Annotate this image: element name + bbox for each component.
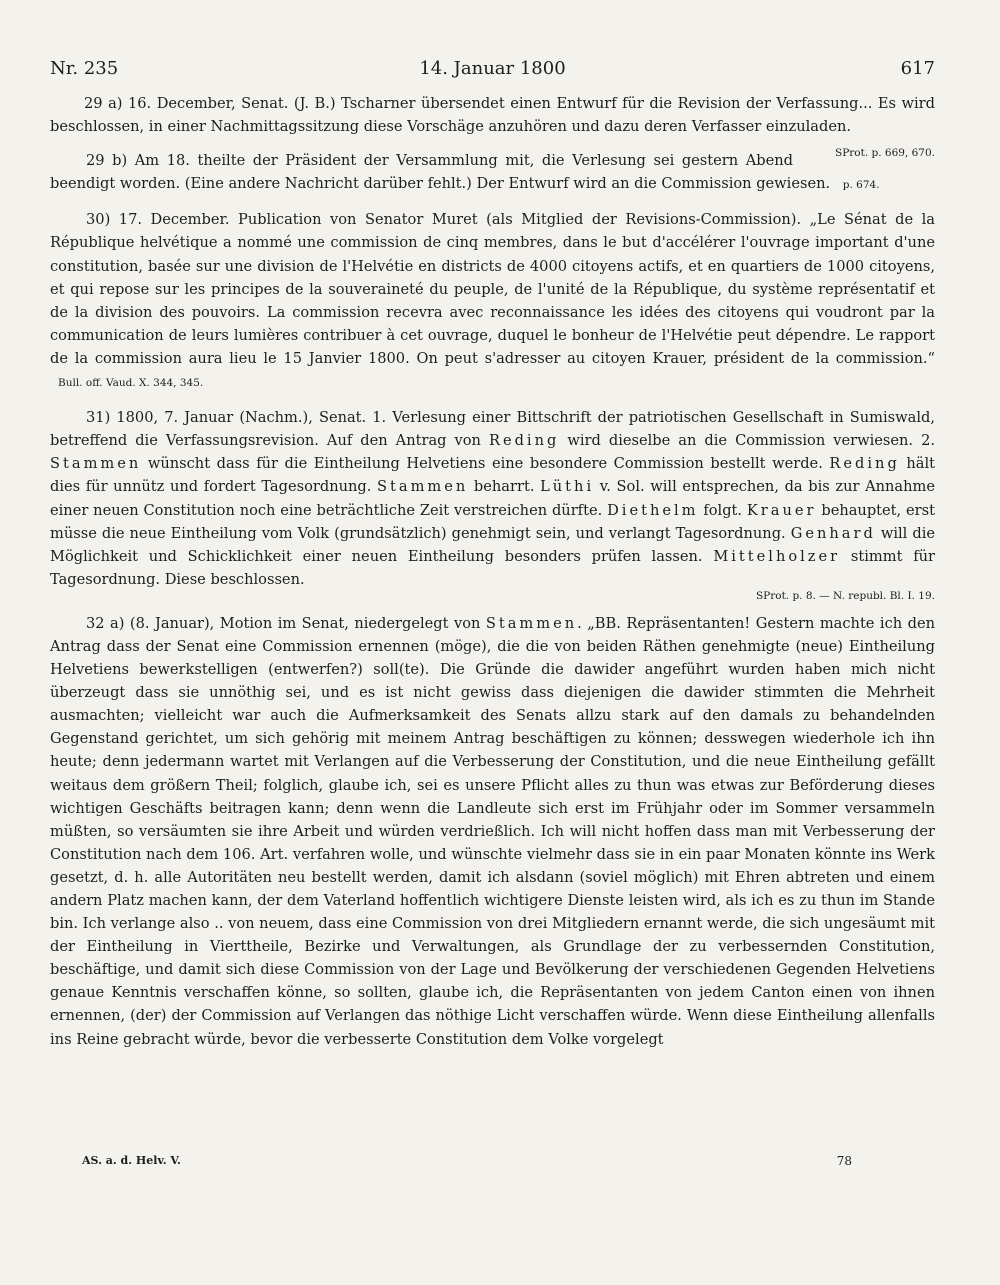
entry-32a xyxy=(50,612,935,1051)
entry-30 xyxy=(50,208,935,395)
entry-29a-text: 29 a) 16. December, Senat. (J. B.) Tscharner übersendet einen Entwurf für die Revision der Verfassung... Es wird beschlossen, in einer Nachmittagssitzung diese Vorschäge anzuhören und dazu deren Verfasser einzuladen. xyxy=(50,95,935,136)
document-number: Nr. 235 xyxy=(50,58,119,79)
footer-sheet-number: 78 xyxy=(836,1154,852,1168)
footer-signature: AS. a. d. Helv. V. xyxy=(82,1154,181,1167)
entry-31 xyxy=(50,406,935,591)
entry-29b-text: 29 b) Am 18. theilte der Präsident der Versammlung mit, die Verlesung sei gestern Abend beendigt worden. (Eine andere Nachricht darüber fehlt.) Der Entwurf wird an die Commission gewiesen. xyxy=(50,152,831,193)
entry-32a-text: 32 a) (8. Januar), Motion im Senat, niedergelegt von xyxy=(86,614,486,632)
entry-31-text: wird dieselbe an die Commission verwiesen. 2. xyxy=(559,432,935,450)
entry-31-text: stimmt für Tagesordnung. Diese beschlossen. xyxy=(50,547,935,588)
entry-31-text: wünscht dass für die Eintheilung Helvetiens eine besondere Commission bestellt werde. xyxy=(141,455,830,473)
entry-29b-source: p. 674. xyxy=(842,179,880,192)
entry-30-text: 30) 17. December. Publication von Senator Muret (als Mitglied der Revisions-Commission). „Le Sénat de la République helvétique a nommé une commission de cinq membres, dans le but d'accélérer l'ouvrage important d'une constitution, basée sur une division de l'Helvétie en districts de 4000 citoyens actifs, et en quartiers de 1000 citoyens, et qui repose sur les principes de la souveraineté du peuple, de l'unité de la République, du système représentatif et de la division des pouvoirs. La commission recevra avec reconnaissance les idées des citoyens qui voudront par la communication de leurs lumières contribuer à cet ouvrage, duquel le bonheur de l'Helvétie peut dépendre. Le rapport de la commission aura lieu le 15 Janvier 1800. On peut s'adresser au citoyen Krauer, président de la commission.“ xyxy=(50,211,935,367)
speaker-name: Genhard xyxy=(790,524,876,542)
speaker-name: Reding xyxy=(829,455,900,473)
speaker-name: Mittelholzer xyxy=(713,547,841,565)
entry-31-source: SProt. p. 8. — N. republ. Bl. I. 19. xyxy=(755,589,935,602)
page-footer xyxy=(82,1154,852,1174)
entry-32a-text: . „BB. Repräsentanten! Gestern machte ich den Antrag dass der Senat eine Commission ernennen (möge), die die von beiden Räthen genehmigte (neue) Eintheilung Helvetiens bewerkstelligen (entwerfen?) soll(te). Die Gründe die dawider angeführt wurden haben mich nicht überzeugt dass sie unnöthig sei, und es ist nicht gewiss dass diejenigen die dawider stimmten die Mehrheit ausmachten; vielleicht war auch die Aufmerksamkeit des Senats allzu stark auf den damals zu behandelnden Gegenstand gerichtet, um sich gehörig mit meinem Antrag beschäftigen zu können; desswegen wiederhole ich ihn heute; denn jedermann wartet mit Verlangen auf die Verbesserung der Constitution, und die neue Eintheilung gefällt weitaus dem größern Theil; folglich, glaube ich, sei es unsere Pflicht alles zu thun was etwas zur Beförderung dieses wichtigen Geschäfts beitragen kann; denn wenn die Landleute sich erst im Frühjahr oder im Sommer versammeln müßten, so versäumten sie ihre Arbeit und würden verdrießlich. Ich will nicht hoffen dass man mit Verbesserung der Constitution nach dem 106. Art. verfahren wolle, und wünschte vielmehr dass sie in ein paar Monaten könnte ins Werk gesetzt, d. h. alle Autoritäten neu bestellt werden, damit ich alsdann (soviel möglich) mit Ehren abtreten und einem andern Platz machen kann, der dem Vaterland hoffentlich wichtigere Dienste leisten wird, als ich es zu thun im Stande bin. Ich verlange also .. von neuem, dass eine Commission von drei Mitgliedern ernannt werde, die sich ungesäumt mit der Eintheilung in Vierttheile, Bezirke und Verwaltungen, als Grundlage der zu verbessernden Constitution, beschäftige, und damit sich diese Commission von der Lage und Bevölkerung der verschiedenen Gegenden Helvetiens genaue Kenntnis verschaffen könne, so sollten, glaube ich, die Repräsentanten von jedem Canton einen von ihnen ernennen, (der) der Commission auf Verlangen das nöthige Licht verschaffen würde. Wenn diese Eintheilung allenfalls ins Reine gebracht würde, bevor die verbesserte Constitution dem Volke vorgelegt xyxy=(50,614,935,1048)
speaker-name: Stammen xyxy=(50,455,142,473)
entry-31-text: behauptet, erst müsse die neue Eintheilung vom Volk (grundsätzlich) genehmigt sein, und verlangt Tagesordnung. xyxy=(50,501,935,542)
header-date: 14. Januar 1800 xyxy=(419,58,566,79)
speaker-name: Stammen xyxy=(485,614,578,632)
entry-29a xyxy=(50,92,935,160)
speaker-name: Reding xyxy=(488,432,560,450)
entry-31-text: 31) 1800, 7. Januar (Nachm.), Senat. 1. Verlesung einer Bittschrift der patriotischen Gesellschaft in Sumiswald, betreffend die Verfassungsrevision. Auf den Antrag von xyxy=(50,409,935,450)
entry-31-text: will die Möglichkeit und Schicklichkeit einer neuen Eintheilung besonders prüfen lassen. xyxy=(50,524,936,565)
entry-31-text: hält dies für unnütz und fordert Tagesordnung. xyxy=(50,455,935,496)
speaker-name: Lüthi xyxy=(540,478,595,496)
page-number: 617 xyxy=(900,58,935,79)
entry-30-source: Bull. off. Vaud. X. 344, 345. xyxy=(58,377,204,390)
speaker-name: Stammen xyxy=(377,478,469,496)
entry-31-text: v. Sol. will entsprechen, da bis zur Annahme einer neuen Constitution noch eine beträchtliche Zeit verstreichen dürfte. xyxy=(50,478,935,519)
page-header xyxy=(50,58,935,86)
body-text xyxy=(50,92,935,1051)
entry-31-text: folgt. xyxy=(698,501,747,519)
speaker-name: Diethelm xyxy=(607,501,699,519)
speaker-name: Krauer xyxy=(746,501,817,519)
entry-29a-source: SProt. p. 669, 670. xyxy=(835,147,935,160)
entry-31-text: beharrt. xyxy=(468,478,541,496)
